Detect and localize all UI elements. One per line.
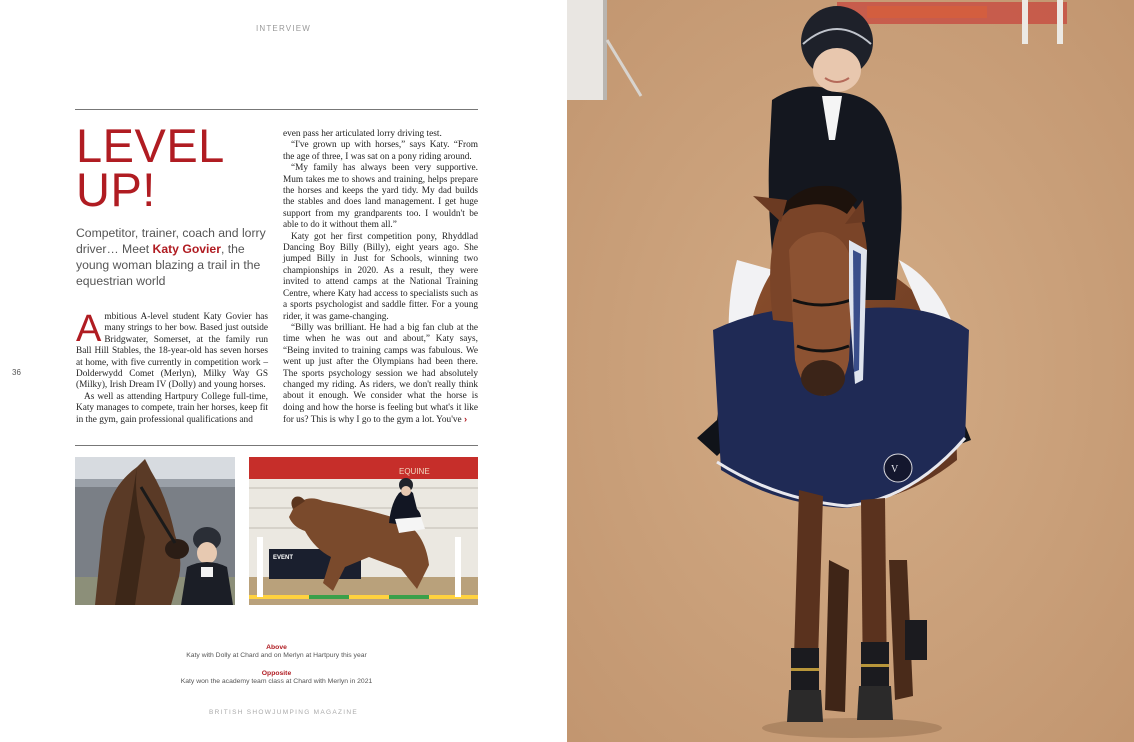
standfirst: [76, 225, 266, 289]
rug-badge-text: V: [891, 464, 899, 475]
paragraph: “My family has always been very supportive. Mum takes me to shows and training, helps prepare the horses and keeps the yard tidy. My dad builds the stables and does land management. I get huge support from my grandparents too. I wouldn't be able to do it without them all.”: [283, 163, 478, 231]
photo-merlyn-jumping-illustration: [249, 457, 478, 605]
caption-opposite: [75, 670, 478, 685]
caption-above-text: Katy with Dolly at Chard and on Merlyn at Hartpury this year: [186, 652, 367, 659]
magazine-footer: BRITISH SHOWJUMPING MAGAZINE: [208, 709, 359, 716]
paragraph-text: “Billy was brilliant. He had a big fan club at the time when he was out and about,” Katy says, “Being invited to training camps was fabulous. We went up just after the Olympians had been there. The sports psychology session we had absolutely changed my riding. As riders, we don't really think about it enough. We consider what the horse is doing and how the horse is feeling but what's it like for us? This is why I go to the gym a lot. You've: [283, 322, 478, 426]
bottom-rule: [75, 445, 478, 446]
paragraph: As well as attending Hartpury College full-time, Katy manages to compete, train her horses, keep fit in the gym, gain professional qualifications and: [76, 391, 268, 425]
caption-opposite-text: Katy won the academy team class at Chard with Merlyn in 2021: [180, 678, 373, 685]
body-column-2: [283, 129, 478, 427]
top-rule: [75, 109, 478, 110]
body-column-1: [76, 308, 268, 426]
standfirst-text-end: , the young woman blazing a trail in the equestrian world: [76, 242, 261, 288]
headline: [76, 119, 276, 216]
event-board-text: EVENT: [273, 555, 294, 561]
photo-katy-on-merlyn-illustration: [567, 0, 1134, 742]
paragraph: Katy got her first competition pony, Rhyddlad Dancing Boy Billy (Billy), eight years ago. She jumped Billy in Just for Schools, winning two championships in 2020. As a result, they were invited to attend camps at the National Training Centre, where Katy had access to specialists such as a sports psychologist and saddle fitter. For a young rider, it was game-changing.: [283, 231, 478, 322]
paragraph: mbitious A-level student Katy Govier has many strings to her bow. Based just outside Bridgwater, Somerset, at the family run Ball Hill Stables, the 18-year-old has seven horses at home, with five currently in competition work – Dolderwydd Comet (Merlyn), Milky Way GS (Milky), Irish Dream IV (Dolly) and young horses.: [76, 312, 268, 391]
paragraph: even pass her articulated lorry driving test.: [283, 129, 442, 139]
caption-opposite-title: Opposite: [261, 670, 292, 677]
drop-cap: A: [76, 308, 102, 350]
continue-arrow-icon[interactable]: ›: [463, 414, 468, 425]
photo-katy-with-dolly-illustration: [75, 457, 235, 605]
caption-above: [75, 644, 478, 659]
page-number: 36: [12, 368, 21, 377]
standfirst-name: Katy Govier: [152, 242, 221, 256]
paragraph: [283, 323, 478, 427]
photo-merlyn-jumping: [249, 457, 478, 605]
photo-katy-with-dolly: [75, 457, 235, 605]
section-label: INTERVIEW: [255, 24, 312, 33]
paragraph: “I've grown up with horses,” says Katy. “From the age of three, I was sat on a pony riding around.: [283, 140, 478, 162]
standfirst-text: Competitor, trainer, coach and lorry driver… Meet: [76, 226, 266, 256]
headline-line1: LEVEL: [76, 119, 225, 172]
headline-line2: UP!: [76, 163, 156, 216]
photo-katy-on-merlyn: [567, 0, 1134, 742]
caption-above-title: Above: [266, 644, 287, 651]
arena-banner-text: EQUINE: [399, 467, 430, 476]
